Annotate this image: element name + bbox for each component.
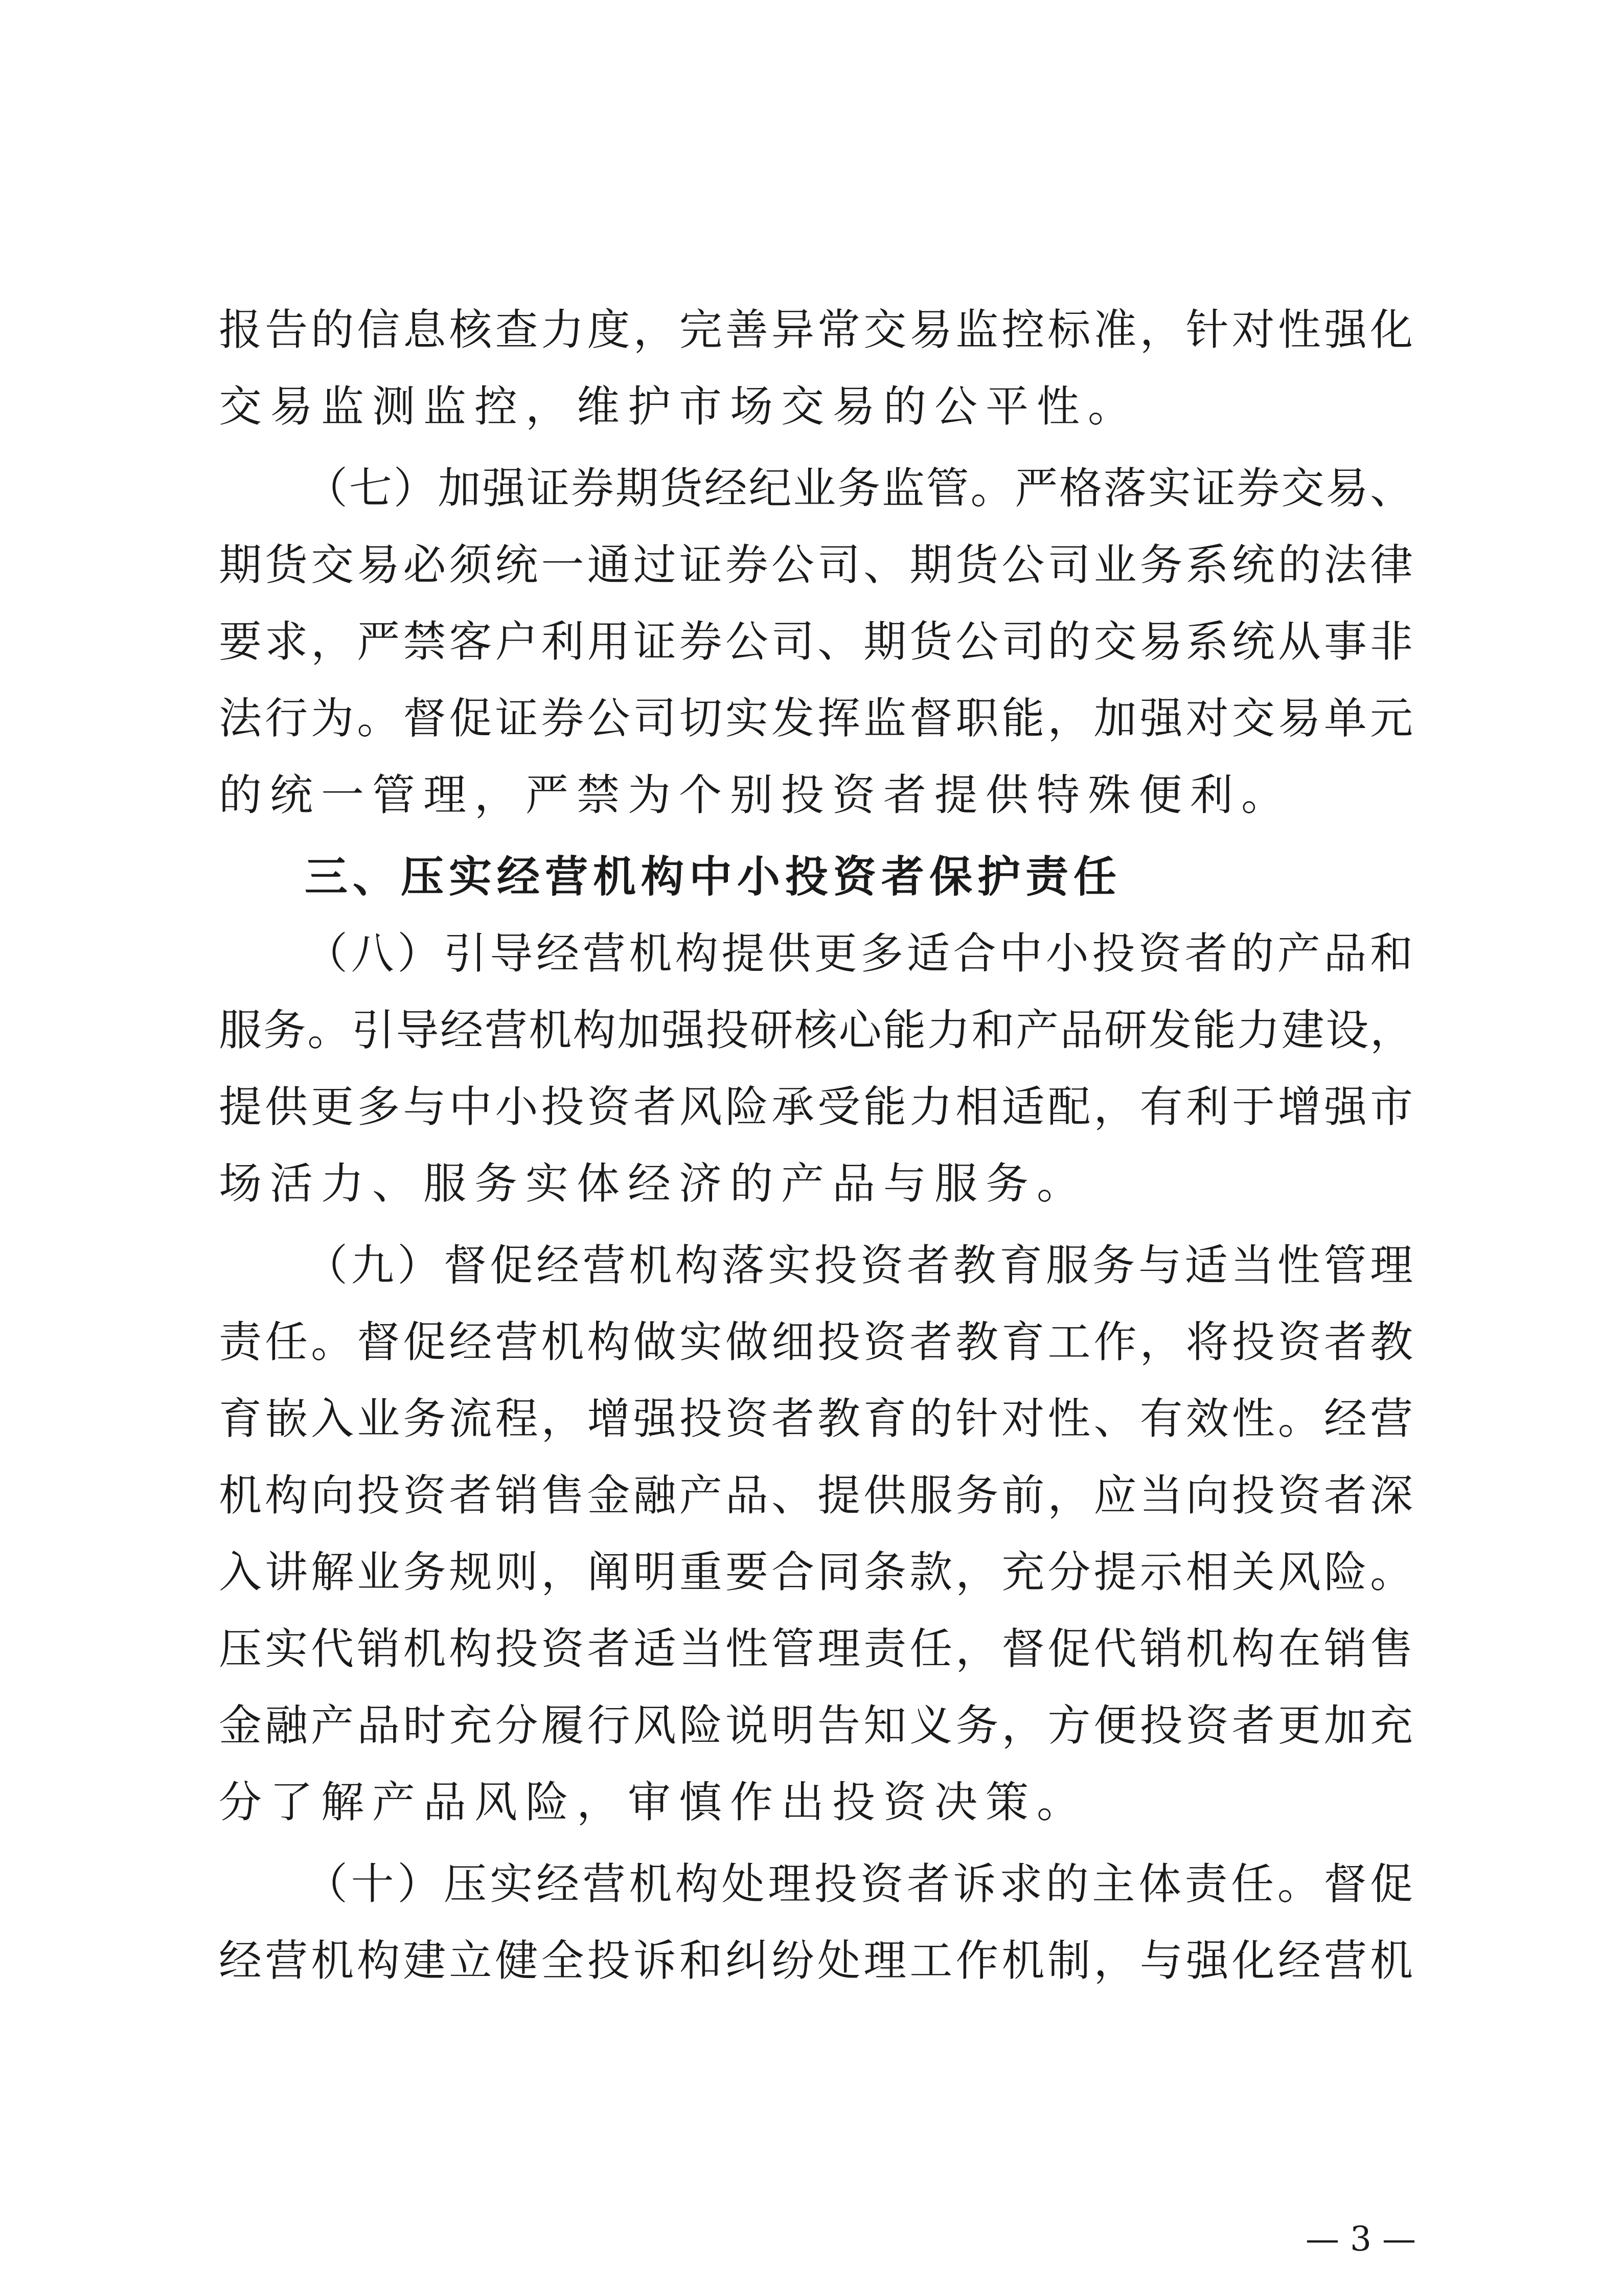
section-9-paragraph-start: （九）督促经营机构落实投资者教育服务与适当性管理 [305,1240,1413,1290]
body-text-line: 期货交易必须统一通过证券公司、期货公司业务系统的法律 [219,540,1413,590]
section-7-paragraph-start: （七）加强证券期货经纪业务监管。严格落实证券交易、 [305,463,1413,513]
section-8-paragraph-start: （八）引导经营机构提供更多适合中小投资者的产品和 [305,928,1413,979]
body-text-line: 提供更多与中小投资者风险承受能力相适配，有利于增强市 [219,1082,1413,1132]
body-text-line: 报告的信息核查力度，完善异常交易监控标准，针对性强化 [219,305,1413,355]
section-heading-3: 三、压实经营机构中小投资者保护责任 [305,852,1122,902]
section-10-paragraph-start: （十）压实经营机构处理投资者诉求的主体责任。督促 [305,1859,1413,1909]
body-text-line: 责任。督促经营机构做实做细投资者教育工作，将投资者教 [219,1317,1413,1367]
body-text-line: 入讲解业务规则，阐明重要合同条款，充分提示相关风险。 [219,1547,1413,1597]
body-text-line: 机构向投资者销售金融产品、提供服务前，应当向投资者深 [219,1470,1413,1520]
body-text-line: 要求，严禁客户利用证券公司、期货公司的交易系统从事非 [219,617,1413,667]
body-text-line: 经营机构建立健全投诉和纠纷处理工作机制，与强化经营机 [219,1936,1413,1986]
body-text-line: 交易监测监控，维护市场交易的公平性。 [219,381,1139,431]
body-text-line: 育嵌入业务流程，增强投资者教育的针对性、有效性。经营 [219,1394,1413,1444]
page-number: — 3 — [1306,2219,1416,2259]
body-text-line: 服务。引导经营机构加强投研核心能力和产品研发能力建设， [219,1005,1413,1055]
body-text-line: 场活力、服务实体经济的产品与服务。 [219,1158,1088,1209]
body-text-line: 压实代销机构投资者适当性管理责任，督促代销机构在销售 [219,1624,1413,1674]
body-text-line: 金融产品时充分履行风险说明告知义务，方便投资者更加充 [219,1700,1413,1751]
body-text-line: 法行为。督促证券公司切实发挥监督职能，加强对交易单元 [219,693,1413,743]
body-text-line: 的统一管理，严禁为个别投资者提供特殊便利。 [219,770,1293,820]
body-text-line: 分了解产品风险，审慎作出投资决策。 [219,1777,1088,1827]
